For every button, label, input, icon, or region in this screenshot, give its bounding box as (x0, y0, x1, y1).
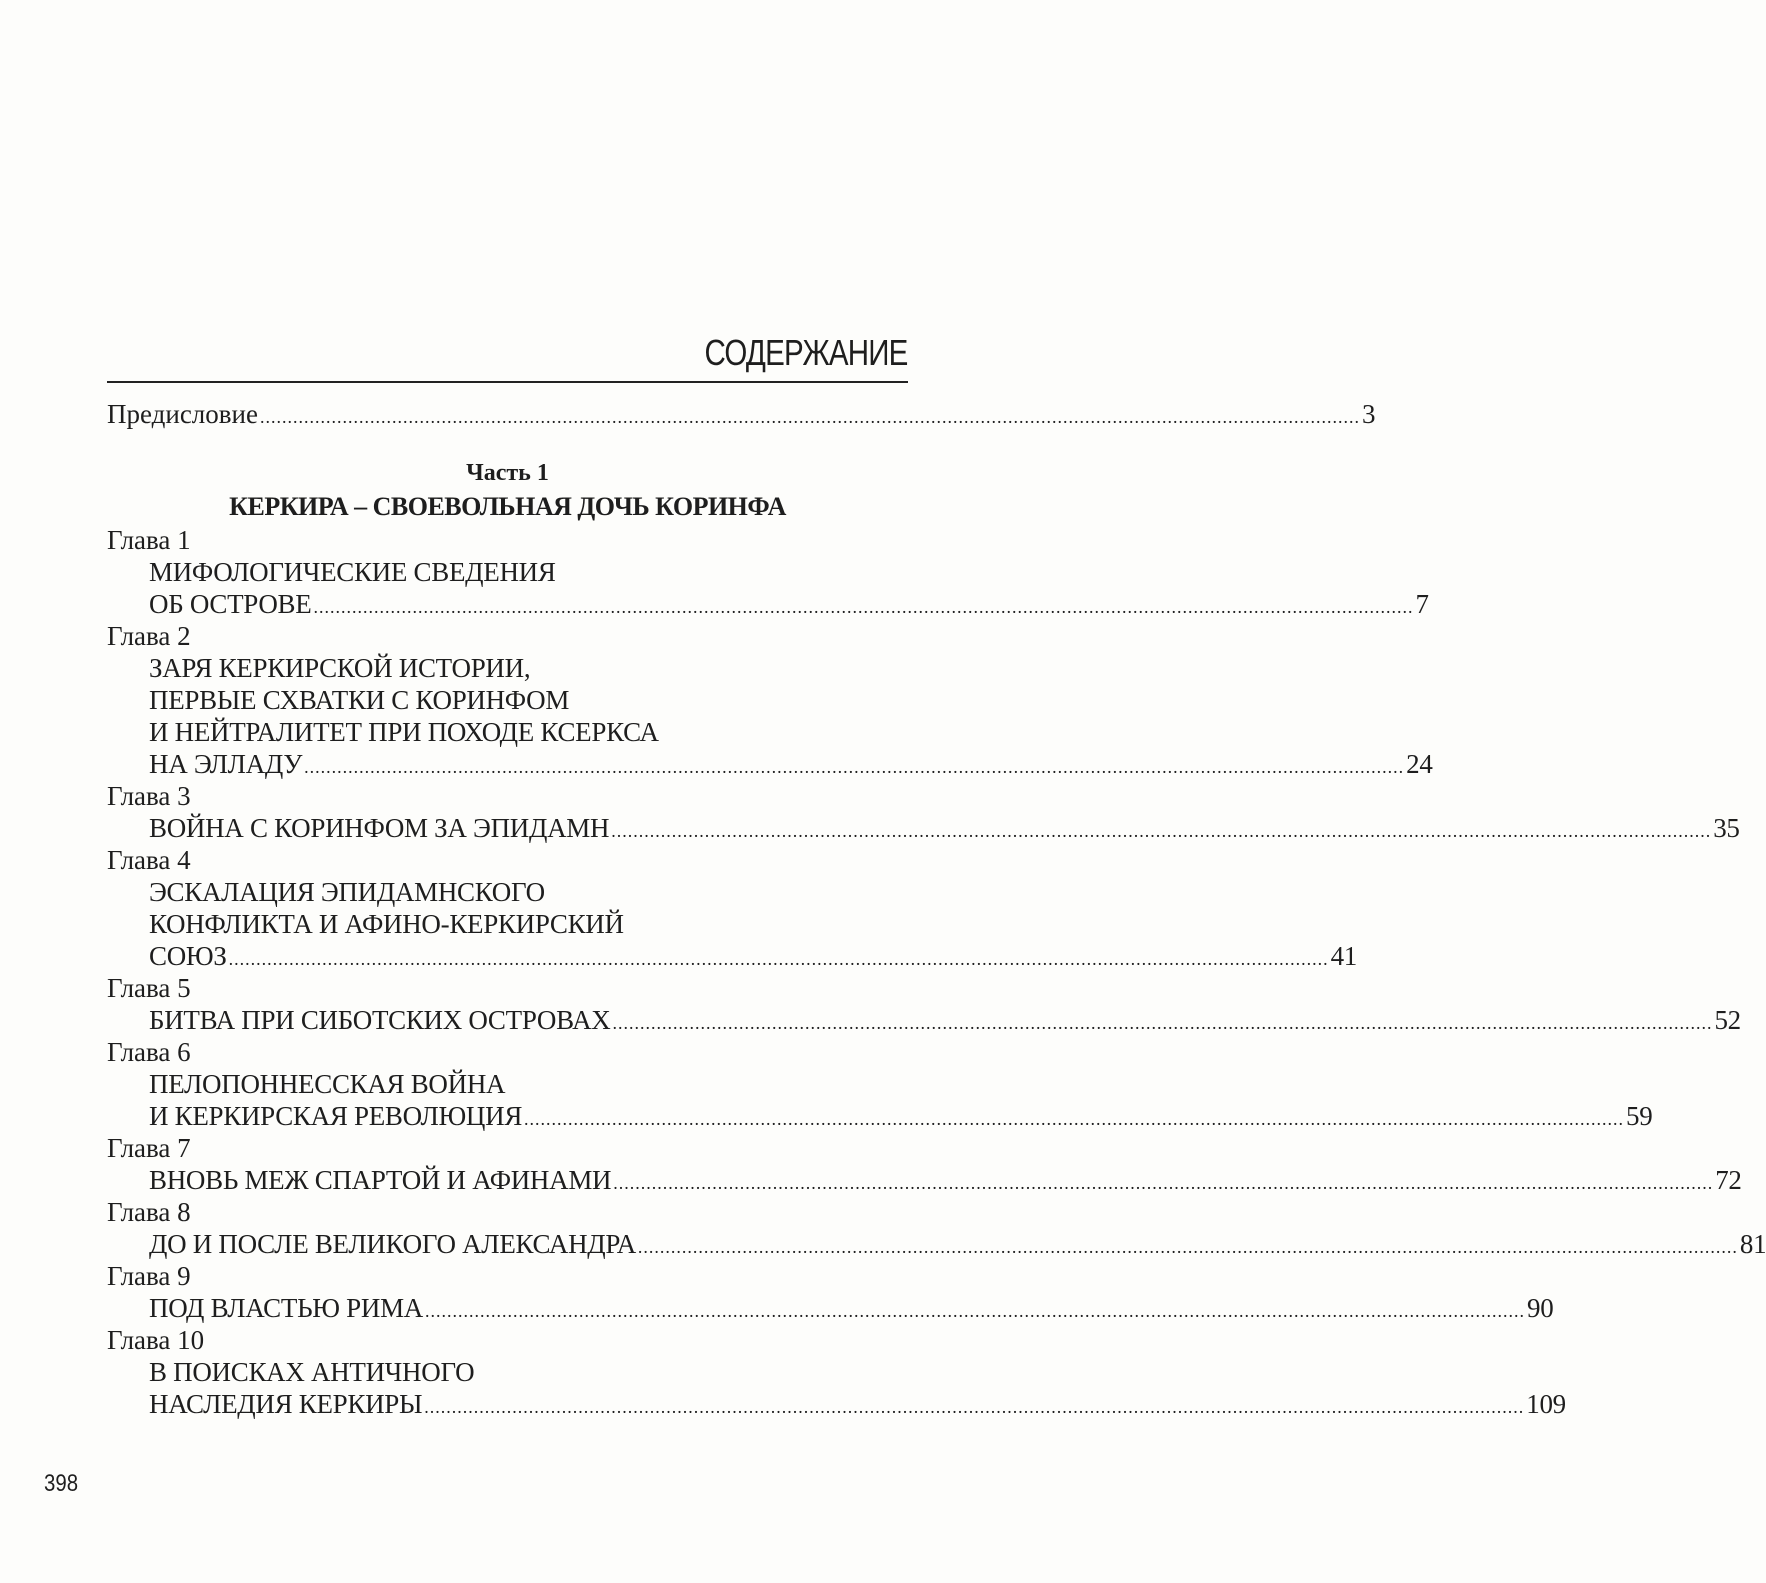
page-number: 398 (44, 1470, 79, 1497)
entry-title: ПОД ВЛАСТЬЮ РИМА (149, 1293, 423, 1323)
chapter-title-line (107, 684, 908, 716)
chapter-title-line (107, 588, 1429, 620)
chapter-title-line (107, 1164, 1742, 1196)
entry-title: И КЕРКИРСКАЯ РЕВОЛЮЦИЯ (149, 1101, 523, 1131)
entry-title: ВОЙНА С КОРИНФОМ ЗА ЭПИДАМН (149, 813, 610, 843)
entry-page: 3 (1361, 399, 1376, 429)
toc-entry-chapter[interactable] (107, 1036, 1653, 1132)
dot-leader: ........................................................................................................................................................................................................ (637, 1237, 1738, 1257)
entry-title: Предисловие (107, 399, 258, 429)
chapter-title-line (107, 908, 908, 940)
entry-title: СОЮЗ (149, 941, 227, 971)
entry-page: 52 (1714, 1005, 1741, 1035)
chapter-title-line (107, 1100, 1653, 1132)
dot-leader: ........................................................................................................................................................................................................ (313, 597, 1414, 617)
toc-entry-chapter[interactable] (107, 844, 1357, 972)
entry-title: КОНФЛИКТА И АФИНО-КЕРКИРСКИЙ (149, 909, 624, 939)
chapter-title-line (107, 812, 1740, 844)
entry-title: И НЕЙТРАЛИТЕТ ПРИ ПОХОДЕ КСЕРКСА (149, 717, 659, 747)
chapter-title-line (107, 1388, 1566, 1420)
chapter-title-line (107, 1356, 908, 1388)
chapter-title-line (107, 876, 908, 908)
chapter-label: Глава 4 (107, 845, 191, 875)
entry-page: 59 (1626, 1101, 1653, 1131)
entry-title: ВНОВЬ МЕЖ СПАРТОЙ И АФИНАМИ (149, 1165, 612, 1195)
chapter-list (107, 524, 1766, 1420)
part-title: КЕРКИРА – СВОЕВОЛЬНАЯ ДОЧЬ КОРИНФА (229, 492, 786, 521)
entry-title: ДО И ПОСЛЕ ВЕЛИКОГО АЛЕКСАНДРА (149, 1229, 636, 1259)
dot-leader: ........................................................................................................................................................................................................ (613, 1173, 1714, 1193)
chapter-title-line (107, 1292, 1554, 1324)
entry-title: ПЕЛОПОННЕССКАЯ ВОЙНА (149, 1069, 506, 1099)
entry-title: НА ЭЛЛАДУ (149, 749, 303, 779)
toc-entry-preface[interactable] (107, 398, 1376, 430)
dot-leader: ........................................................................................................................................................................................................ (524, 1109, 1625, 1129)
toc-entry-chapter[interactable] (107, 972, 1741, 1036)
dot-leader: ........................................................................................................................................................................................................ (611, 821, 1712, 841)
entry-title: В ПОИСКАХ АНТИЧНОГО (149, 1357, 475, 1387)
entry-title: НАСЛЕДИЯ КЕРКИРЫ (149, 1389, 423, 1419)
dot-leader: ........................................................................................................................................................................................................ (612, 1013, 1713, 1033)
entry-page: 90 (1527, 1293, 1554, 1323)
toc-entry-chapter[interactable] (107, 524, 1429, 620)
chapter-label: Глава 9 (107, 1261, 191, 1291)
chapter-label: Глава 6 (107, 1037, 191, 1067)
page-title: СОДЕРЖАНИЕ (704, 332, 908, 373)
toc-entry-chapter[interactable] (107, 780, 1740, 844)
entry-title: ОБ ОСТРОВЕ (149, 589, 312, 619)
entry-page: 24 (1406, 749, 1433, 779)
table-of-contents (107, 398, 1766, 1420)
chapter-title-line (107, 940, 1357, 972)
chapter-label: Глава 10 (107, 1325, 205, 1355)
toc-entry-chapter[interactable] (107, 1132, 1742, 1196)
entry-title: МИФОЛОГИЧЕСКИЕ СВЕДЕНИЯ (149, 557, 556, 587)
entry-page: 35 (1713, 813, 1740, 843)
dot-leader: ........................................................................................................................................................................................................ (259, 407, 1360, 427)
toc-entry-chapter[interactable] (107, 1324, 1566, 1420)
chapter-title-line (107, 1068, 908, 1100)
chapter-label: Глава 3 (107, 781, 191, 811)
chapter-label: Глава 5 (107, 973, 191, 1003)
chapter-title-line (107, 748, 1433, 780)
toc-entry-chapter[interactable] (107, 1260, 1554, 1324)
heading-rule (107, 381, 908, 383)
chapter-title-line (107, 1004, 1741, 1036)
dot-leader: ........................................................................................................................................................................................................ (228, 949, 1329, 969)
chapter-label: Глава 8 (107, 1197, 191, 1227)
entry-title: ПЕРВЫЕ СХВАТКИ С КОРИНФОМ (149, 685, 570, 715)
entry-title: ЭСКАЛАЦИЯ ЭПИДАМНСКОГО (149, 877, 545, 907)
dot-leader: ........................................................................................................................................................................................................ (425, 1301, 1525, 1321)
entry-page: 72 (1715, 1165, 1742, 1195)
toc-entry-chapter[interactable] (107, 1196, 1766, 1260)
dot-leader: ........................................................................................................................................................................................................ (424, 1397, 1525, 1417)
chapter-title-line (107, 652, 908, 684)
chapter-title-line (107, 1228, 1766, 1260)
toc-entry-chapter[interactable] (107, 620, 1433, 780)
chapter-title-line (107, 556, 908, 588)
entry-page: 7 (1415, 589, 1429, 619)
entry-title: БИТВА ПРИ СИБОТСКИХ ОСТРОВАХ (149, 1005, 611, 1035)
entry-page: 81 (1739, 1229, 1766, 1259)
dot-leader: ........................................................................................................................................................................................................ (304, 757, 1405, 777)
part-number: Часть 1 (466, 460, 549, 486)
entry-page: 109 (1526, 1389, 1566, 1419)
chapter-label: Глава 7 (107, 1133, 191, 1163)
entry-page: 41 (1330, 941, 1357, 971)
chapter-title-line (107, 716, 908, 748)
chapter-label: Глава 1 (107, 525, 191, 555)
chapter-label: Глава 2 (107, 621, 191, 651)
entry-title: ЗАРЯ КЕРКИРСКОЙ ИСТОРИИ, (149, 653, 531, 683)
